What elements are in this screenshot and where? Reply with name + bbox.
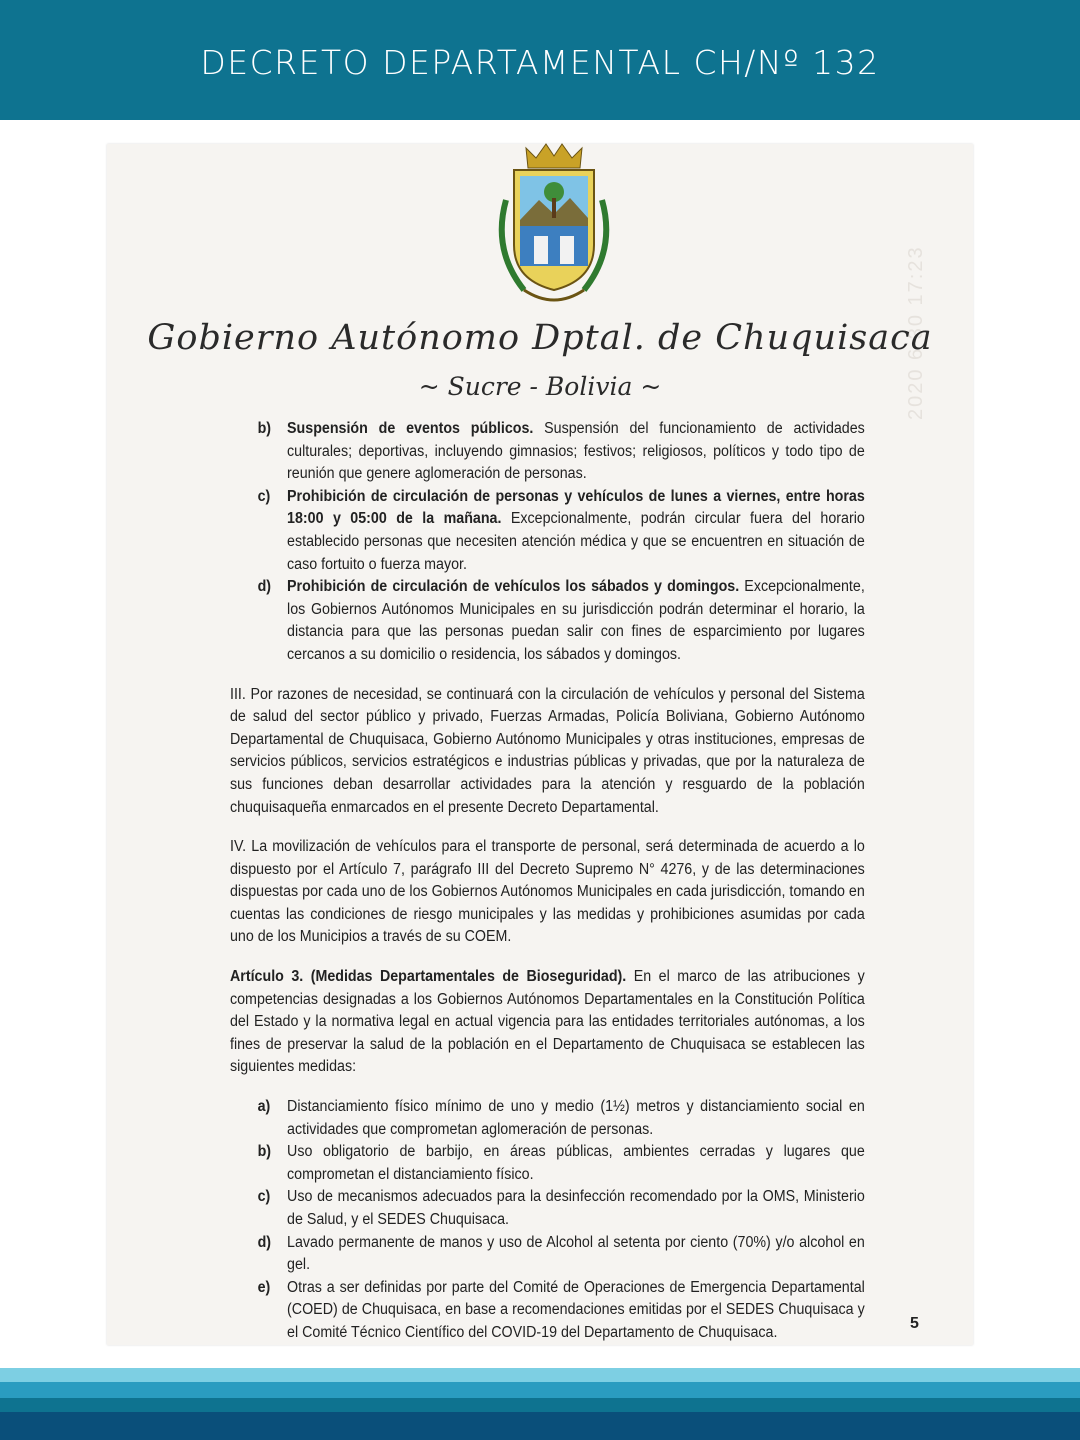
list-item	[230, 418, 865, 486]
item-text: Otras a ser definidas por parte del Comité de Operaciones de Emergencia Departamental (COED) de Chuquisaca, en base a recomendaciones emitidas por el SEDES Chuquisaca y el Comité Técnico Científico del COVID-19 del Departamento de Chuquisaca.	[287, 1278, 865, 1341]
coat-of-arms-icon	[484, 140, 624, 315]
footer-stripe	[0, 1412, 1080, 1440]
article-3-text: En el marco de las atribuciones y competencias designadas a los Gobiernos Autónomos Departamentales en la Constitución Política del Estado y la normativa legal en actual vigencia para las entidades territoriales autónomas, a los fines de preservar la salud de la población en el Departamento de Chuquisaca se establecen las siguientes medidas:	[230, 968, 865, 1076]
list-marker: d)	[257, 578, 272, 596]
item-text: Suspensión del funcionamiento de actividades culturales; deportivas, incluyendo gimnasios; festivos; religiosos, políticos y todo tipo de reunión que genere aglomeración de personas.	[287, 420, 865, 483]
list-marker: d)	[257, 1233, 272, 1251]
list-marker: c)	[257, 1188, 271, 1206]
list-item	[230, 1141, 865, 1186]
page-number: 5	[910, 1315, 919, 1332]
item-text: Excepcionalmente, podrán circular fuera del horario establecido personas que necesiten atención médica y que se encuentren en situación de caso fortuito o fuerza mayor.	[287, 510, 865, 573]
header-band	[0, 0, 1080, 120]
paragraph-iii: III. Por razones de necesidad, se continuará con la circulación de vehículos y personal del Sistema de salud del sector público y privado, Fuerzas Armadas, Policía Boliviana, Gobierno Autónomo Departamental de Chuquisaca, Gobierno Autónomo Municipales y otras instituciones, empresas de servicios públicos, servicios estratégicos e industrias públicas y privadas, que por la naturaleza de sus funciones deban desarrollar actividades para la atención y resguardo de la población chuquisaqueña enmarcados en el presente Decreto Departamental.	[230, 685, 865, 816]
list-marker: c)	[257, 487, 271, 505]
list-item	[230, 1186, 865, 1231]
list-item	[230, 1277, 865, 1345]
prohibitions-list	[230, 418, 865, 667]
item-text: Uso de mecanismos adecuados para la desinfección recomendado por la OMS, Ministerio de Salud, y el SEDES Chuquisaca.	[287, 1188, 865, 1228]
list-marker: b)	[257, 1143, 272, 1161]
footer-stripe	[0, 1368, 1080, 1382]
list-item	[230, 486, 865, 576]
item-lead: Suspensión de eventos públicos.	[287, 420, 534, 437]
footer-stripe	[0, 1398, 1080, 1412]
list-marker: e)	[257, 1278, 271, 1296]
article-3-heading: Artículo 3. (Medidas Departamentales de Bioseguridad).	[230, 968, 627, 986]
document-body	[230, 418, 865, 1345]
footer-stripes	[0, 1368, 1080, 1440]
list-item	[230, 1232, 865, 1277]
item-lead: Prohibición de circulación de vehículos los sábados y domingos.	[287, 578, 740, 596]
organization-location: ~ Sucre - Bolivia ~	[418, 372, 662, 401]
item-text: Excepcionalmente, los Gobiernos Autónomos Municipales en su jurisdicción podrán determinar el horario, la distancia para que las personas puedan salir con fines de esparcimiento por lugares cercanos a su domicilio o residencia, los sábados y domingos.	[287, 578, 865, 663]
item-lead: Prohibición de circulación de personas y vehículos de lunes a viernes, entre horas 18:00 y 05:00 de la mañana.	[287, 487, 865, 528]
item-text: Distanciamiento físico mínimo de uno y medio (1½) metros y distanciamiento social en actividades que comprometan aglomeración de personas.	[287, 1098, 865, 1138]
list-item	[230, 576, 865, 666]
item-text: Lavado permanente de manos y uso de Alcohol al setenta por ciento (70%) y/o alcohol en gel.	[287, 1233, 865, 1274]
organization-name: Gobierno Autónomo Dptal. de Chuquisaca	[147, 318, 933, 358]
page-title: DECRETO DEPARTAMENTAL CH/Nº 132	[200, 42, 880, 82]
list-marker: b)	[257, 420, 272, 437]
timestamp-watermark: 2020 6 30 17:23	[905, 245, 927, 420]
footer-stripe	[0, 1382, 1080, 1398]
list-marker: a)	[257, 1098, 271, 1116]
article-3	[230, 966, 865, 1079]
list-item	[230, 1096, 865, 1141]
paragraph-iv: IV. La movilización de vehículos para el transporte de personal, será determinada de acuerdo a lo dispuesto por el Artículo 7, parágrafo III del Decreto Supremo N° 4276, y de las determinaciones dispuestas por cada uno de los Gobiernos Autónomos Municipales en cada jurisdicción, tomando en cuentas las condiciones de riesgo municipales y las medidas y prohibiciones asumidas por cada uno de los Municipios a través de su COEM.	[230, 838, 865, 946]
item-text: Uso obligatorio de barbijo, en áreas públicas, ambientes cerradas y lugares que comprometan el distanciamiento físico.	[287, 1143, 865, 1183]
biosecurity-measures-list	[230, 1096, 865, 1345]
